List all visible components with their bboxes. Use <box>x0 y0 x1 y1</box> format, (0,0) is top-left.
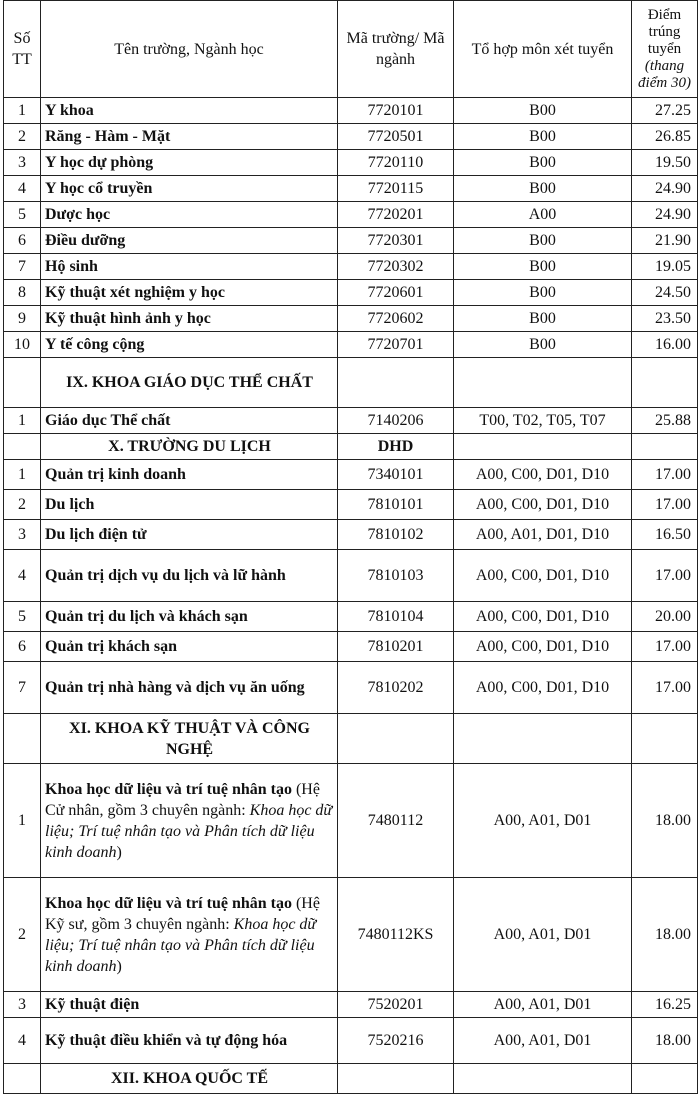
row-combo: A00 <box>454 202 632 228</box>
section-title <box>41 434 338 460</box>
row-name <box>41 992 338 1018</box>
row-stt: 1 <box>4 460 41 490</box>
row-name-text: Khoa học dữ liệu và trí tuệ nhân tạo <box>45 894 292 912</box>
row-score: 18.00 <box>632 764 698 878</box>
row-name <box>41 280 338 306</box>
row-name <box>41 662 338 714</box>
row-score: 24.50 <box>632 280 698 306</box>
row-code: 7720301 <box>338 228 454 254</box>
row-name-text: Kỹ thuật điều khiển và tự động hóa <box>45 1032 288 1049</box>
row-score <box>632 714 698 764</box>
row-score: 20.00 <box>632 602 698 632</box>
table-header-row <box>4 1 698 98</box>
row-combo: B00 <box>454 306 632 332</box>
row-combo: B00 <box>454 254 632 280</box>
row-code: 7720201 <box>338 202 454 228</box>
row-stt: 5 <box>4 602 41 632</box>
row-score: 26.85 <box>632 124 698 150</box>
header-code: Mã trường/ Mã ngành <box>338 1 454 98</box>
row-combo: A00, C00, D01, D10 <box>454 662 632 714</box>
row-combo: T00, T02, T05, T07 <box>454 408 632 434</box>
row-score: 25.88 <box>632 408 698 434</box>
table-body <box>4 98 698 1094</box>
table-row <box>4 662 698 714</box>
row-combo <box>454 434 632 460</box>
row-code: 7810201 <box>338 632 454 662</box>
row-score: 19.05 <box>632 254 698 280</box>
row-score: 18.00 <box>632 1018 698 1064</box>
row-combo: A00, C00, D01, D10 <box>454 602 632 632</box>
row-combo: B00 <box>454 228 632 254</box>
row-code <box>338 358 454 408</box>
row-stt: 5 <box>4 202 41 228</box>
row-code: DHD <box>338 434 454 460</box>
row-stt: 6 <box>4 632 41 662</box>
row-stt <box>4 1064 41 1094</box>
row-stt: 1 <box>4 408 41 434</box>
row-score: 17.00 <box>632 460 698 490</box>
row-name-text: Kỹ thuật hình ảnh y học <box>45 310 211 327</box>
row-name-text: Điều dưỡng <box>45 232 126 249</box>
row-name-text: IX. KHOA GIÁO DỤC THỂ CHẤT <box>66 374 313 391</box>
row-name-text: Y học cổ truyền <box>45 180 153 197</box>
row-combo <box>454 358 632 408</box>
row-combo <box>454 714 632 764</box>
row-name <box>41 124 338 150</box>
row-score: 17.00 <box>632 490 698 520</box>
table-row <box>4 176 698 202</box>
row-code: 7720601 <box>338 280 454 306</box>
row-name-text: Dược học <box>45 206 111 223</box>
table-row <box>4 764 698 878</box>
row-combo: B00 <box>454 176 632 202</box>
row-combo: A00, A01, D01 <box>454 1018 632 1064</box>
row-name <box>41 98 338 124</box>
row-name <box>41 520 338 550</box>
row-stt: 2 <box>4 124 41 150</box>
row-code: 7810101 <box>338 490 454 520</box>
row-code: 7810102 <box>338 520 454 550</box>
row-stt: 4 <box>4 176 41 202</box>
table-row <box>4 150 698 176</box>
row-stt: 10 <box>4 332 41 358</box>
row-name <box>41 408 338 434</box>
row-stt: 4 <box>4 1018 41 1064</box>
row-code: 7720302 <box>338 254 454 280</box>
table-row <box>4 520 698 550</box>
row-combo: B00 <box>454 150 632 176</box>
row-combo: A00, A01, D01 <box>454 878 632 992</box>
row-name <box>41 228 338 254</box>
row-code: 7810202 <box>338 662 454 714</box>
row-stt: 1 <box>4 764 41 878</box>
section-title <box>41 358 338 408</box>
row-combo: A00, C00, D01, D10 <box>454 632 632 662</box>
row-score: 27.25 <box>632 98 698 124</box>
row-code <box>338 714 454 764</box>
row-name-text: Kỹ thuật điện <box>45 996 140 1013</box>
row-name-note: (Hệ Kỹ sư, gồm 3 chuyên ngành: <box>45 894 320 933</box>
row-name-text: Du lịch điện tử <box>45 526 147 543</box>
table-row <box>4 602 698 632</box>
row-name-text: Y khoa <box>45 102 94 119</box>
row-stt: 6 <box>4 228 41 254</box>
row-score: 24.90 <box>632 202 698 228</box>
row-code: 7720115 <box>338 176 454 202</box>
row-name-text: Quản trị dịch vụ du lịch và lữ hành <box>45 567 286 584</box>
table-row <box>4 550 698 602</box>
table-row <box>4 124 698 150</box>
table-row <box>4 98 698 124</box>
row-score: 18.00 <box>632 878 698 992</box>
row-code: 7480112 <box>338 764 454 878</box>
header-stt: Số TT <box>4 1 41 98</box>
row-name-text: Du lịch <box>45 496 95 513</box>
row-code <box>338 1064 454 1094</box>
row-name-text: Răng - Hàm - Mặt <box>45 128 171 145</box>
row-name <box>41 306 338 332</box>
table-row <box>4 878 698 992</box>
section-title <box>41 1064 338 1094</box>
row-score: 19.50 <box>632 150 698 176</box>
table-row <box>4 460 698 490</box>
row-stt: 3 <box>4 520 41 550</box>
section-row <box>4 714 698 764</box>
row-code: 7720101 <box>338 98 454 124</box>
row-score: 17.00 <box>632 632 698 662</box>
row-name <box>41 176 338 202</box>
table-row <box>4 306 698 332</box>
row-name <box>41 490 338 520</box>
row-combo: B00 <box>454 124 632 150</box>
section-title <box>41 714 338 764</box>
row-stt: 1 <box>4 98 41 124</box>
row-name <box>41 1018 338 1064</box>
row-score: 24.90 <box>632 176 698 202</box>
row-name <box>41 460 338 490</box>
row-stt: 4 <box>4 550 41 602</box>
row-name-text: Y học dự phòng <box>45 154 154 171</box>
table-row <box>4 632 698 662</box>
header-score-main: Điểm trúng tuyển <box>647 6 682 57</box>
table-row <box>4 228 698 254</box>
row-name-text: Quản trị khách sạn <box>45 638 178 655</box>
row-combo: A00, C00, D01, D10 <box>454 550 632 602</box>
row-score: 23.50 <box>632 306 698 332</box>
section-row <box>4 358 698 408</box>
row-name-text: Kỹ thuật xét nghiệm y học <box>45 284 225 301</box>
header-combo: Tổ hợp môn xét tuyển <box>454 1 632 98</box>
row-score <box>632 434 698 460</box>
row-name-majors: Khoa học dữ liệu; Trí tuệ nhân tạo và Phân tích dữ liệu kinh doanh <box>45 915 317 975</box>
table-row <box>4 280 698 306</box>
row-name-text: XII. KHOA QUỐC TẾ <box>110 1070 269 1087</box>
row-code: 7340101 <box>338 460 454 490</box>
row-score: 16.25 <box>632 992 698 1018</box>
row-code: 7720701 <box>338 332 454 358</box>
row-name-text: X. TRƯỜNG DU LỊCH <box>108 438 271 455</box>
row-name-text: Y tế công cộng <box>45 336 145 353</box>
row-name-end: ) <box>116 957 122 975</box>
row-name-end: ) <box>116 843 122 861</box>
row-name <box>41 550 338 602</box>
row-stt: 7 <box>4 662 41 714</box>
row-combo: B00 <box>454 280 632 306</box>
row-name-text: Quản trị kinh doanh <box>45 466 186 483</box>
row-stt <box>4 434 41 460</box>
row-code: 7720110 <box>338 150 454 176</box>
row-code: 7480112KS <box>338 878 454 992</box>
section-row <box>4 1064 698 1094</box>
row-score <box>632 358 698 408</box>
row-name <box>41 150 338 176</box>
row-score: 17.00 <box>632 662 698 714</box>
row-name-majors: Khoa học dữ liệu; Trí tuệ nhân tạo và Phân tích dữ liệu kinh doanh <box>45 801 333 861</box>
row-code: 7140206 <box>338 408 454 434</box>
row-name-text: Khoa học dữ liệu và trí tuệ nhân tạo <box>45 780 292 798</box>
row-stt: 3 <box>4 992 41 1018</box>
row-combo: A00, A01, D01, D10 <box>454 520 632 550</box>
table-row <box>4 992 698 1018</box>
row-name <box>41 254 338 280</box>
header-name: Tên trường, Ngành học <box>41 1 338 98</box>
row-stt <box>4 358 41 408</box>
header-score <box>632 1 698 98</box>
row-name <box>41 878 338 992</box>
row-code: 7720501 <box>338 124 454 150</box>
row-code: 7520216 <box>338 1018 454 1064</box>
row-name-text: Quản trị nhà hàng và dịch vụ ăn uống <box>45 679 305 696</box>
row-code: 7720602 <box>338 306 454 332</box>
row-stt <box>4 714 41 764</box>
row-score: 16.50 <box>632 520 698 550</box>
table-row <box>4 408 698 434</box>
row-name-text: Hộ sinh <box>45 258 98 275</box>
row-name-note: (Hệ Cử nhân, gồm 3 chuyên ngành: <box>45 780 320 819</box>
row-stt: 8 <box>4 280 41 306</box>
table-row <box>4 490 698 520</box>
row-combo: A00, A01, D01 <box>454 992 632 1018</box>
row-code: 7810103 <box>338 550 454 602</box>
row-stt: 9 <box>4 306 41 332</box>
row-stt: 7 <box>4 254 41 280</box>
row-name-text: Quản trị du lịch và khách sạn <box>45 608 248 625</box>
table-row <box>4 254 698 280</box>
row-name-text: XI. KHOA KỸ THUẬT VÀ CÔNG NGHỆ <box>69 719 310 758</box>
row-stt: 2 <box>4 490 41 520</box>
row-score <box>632 1064 698 1094</box>
row-name-text: Giáo dục Thể chất <box>45 412 171 429</box>
section-row <box>4 434 698 460</box>
row-name <box>41 602 338 632</box>
row-combo <box>454 1064 632 1094</box>
table-row <box>4 1018 698 1064</box>
row-name <box>41 202 338 228</box>
row-score: 17.00 <box>632 550 698 602</box>
row-combo: A00, C00, D01, D10 <box>454 490 632 520</box>
row-stt: 2 <box>4 878 41 992</box>
row-code: 7520201 <box>338 992 454 1018</box>
row-name <box>41 332 338 358</box>
row-combo: A00, C00, D01, D10 <box>454 460 632 490</box>
row-combo: B00 <box>454 332 632 358</box>
header-score-note: (thang điểm 30) <box>638 57 691 91</box>
table-row <box>4 202 698 228</box>
row-combo: A00, A01, D01 <box>454 764 632 878</box>
row-score: 21.90 <box>632 228 698 254</box>
row-combo: B00 <box>454 98 632 124</box>
table-row <box>4 332 698 358</box>
row-name <box>41 764 338 878</box>
row-score: 16.00 <box>632 332 698 358</box>
row-code: 7810104 <box>338 602 454 632</box>
admission-scores-table <box>3 0 698 1094</box>
row-stt: 3 <box>4 150 41 176</box>
row-name <box>41 632 338 662</box>
